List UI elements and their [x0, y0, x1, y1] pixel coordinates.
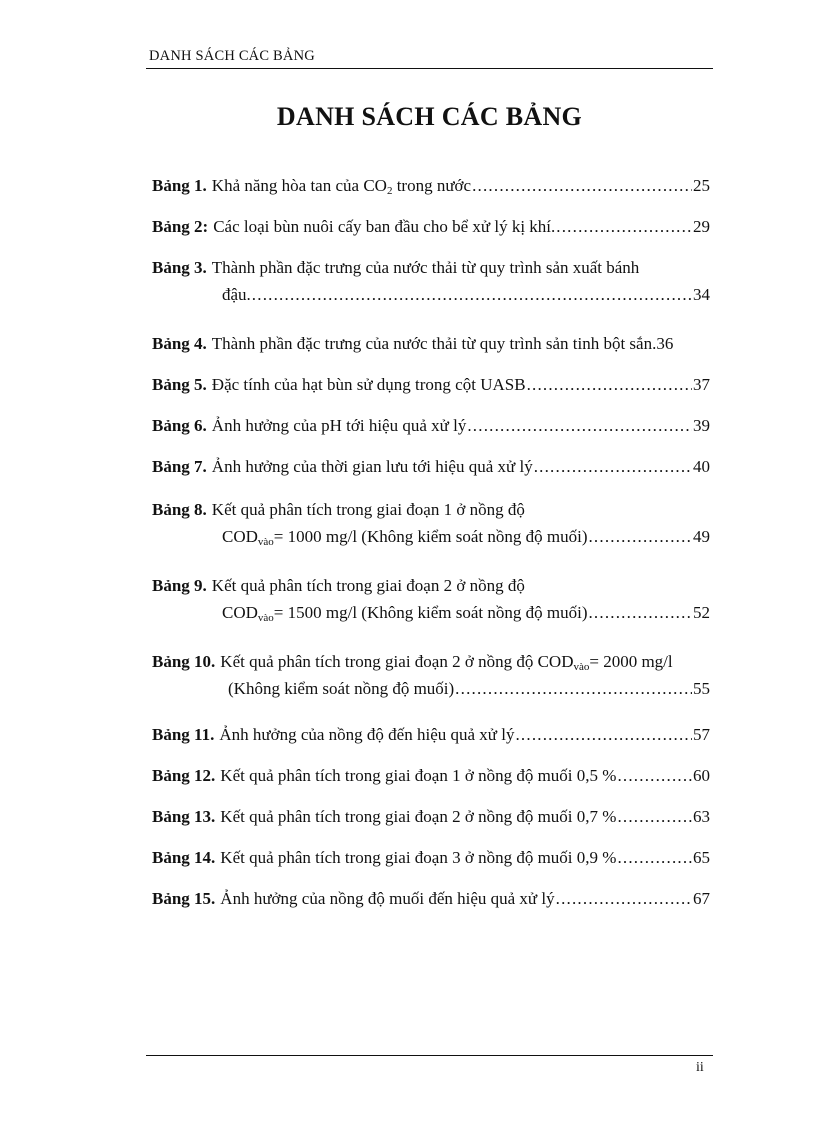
- dot-leader: [515, 721, 692, 748]
- entry-title: Kết quả phân tích trong giai đoạn 2 ở nồng độ $COD_{vào}= 2000$ mg/l: [220, 652, 673, 673]
- entry-title: Ảnh hưởng của thời gian lưu tới hiệu quả xử lý: [211, 457, 533, 476]
- toc-entry-15[interactable]: [152, 885, 710, 912]
- entry-title: Khả năng hòa tan của $CO_2$ trong nước: [211, 176, 472, 197]
- entry-title: Kết quả phân tích trong giai đoạn 2 ở nồng độ muối 0,7 %: [220, 807, 617, 826]
- dot-leader: [617, 762, 692, 789]
- entry-title: Ảnh hưởng của pH tới hiệu quả xử lý: [211, 416, 467, 435]
- entry-label: Bảng 13.: [152, 807, 216, 826]
- toc-entry-8[interactable]: [152, 496, 710, 550]
- running-header: DANH SÁCH CÁC BẢNG: [149, 48, 315, 64]
- footer-divider: [146, 1055, 713, 1056]
- toc-entry-2[interactable]: [152, 213, 710, 240]
- entry-page: 57: [693, 725, 710, 744]
- toc-entry-13[interactable]: [152, 803, 710, 830]
- dot-leader: [588, 523, 692, 550]
- entry-title: Thành phần đặc trưng của nước thải từ quy trình sản tinh bột sắn.: [211, 334, 657, 353]
- entry-page: 49: [693, 527, 710, 546]
- dot-leader: [617, 803, 692, 830]
- entry-label: Bảng 15.: [152, 889, 216, 908]
- dot-leader: [556, 885, 692, 912]
- toc-entry-9[interactable]: [152, 572, 710, 626]
- entry-label: Bảng 12.: [152, 766, 216, 785]
- entry-title: Kết quả phân tích trong giai đoạn 3 ở nồng độ muối 0,9 %: [220, 848, 617, 867]
- page-number: ii: [696, 1060, 704, 1075]
- dot-leader: [527, 371, 692, 398]
- entry-title: Kết quả phân tích trong giai đoạn 1 ở nồng độ muối 0,5 %: [220, 766, 617, 785]
- entry-label: Bảng 10.: [152, 652, 216, 671]
- toc-entry-1[interactable]: [152, 172, 710, 199]
- entry-page: 39: [693, 416, 710, 435]
- entry-label: Bảng 6.: [152, 416, 207, 435]
- dot-leader: [617, 844, 692, 871]
- entry-title: Các loại bùn nuôi cấy ban đầu cho bể xử lý kị khí.: [213, 217, 556, 236]
- toc-entry-14[interactable]: [152, 844, 710, 871]
- entry-title: Kết quả phân tích trong giai đoạn 2 ở nồng độ: [211, 576, 525, 595]
- toc-entry-4[interactable]: [152, 330, 710, 357]
- entry-page: 63: [693, 807, 710, 826]
- entry-page: 60: [693, 766, 710, 785]
- dot-leader: [556, 213, 692, 240]
- dot-leader: [472, 172, 692, 199]
- entry-title: Đặc tính của hạt bùn sử dụng trong cột UASB: [211, 375, 526, 394]
- entry-label: Bảng 2:: [152, 217, 209, 236]
- dot-leader: [467, 412, 692, 439]
- entry-title-continued: (Không kiểm soát nồng độ muối): [228, 679, 455, 698]
- entry-label: Bảng 9.: [152, 576, 207, 595]
- entry-page: 25: [693, 176, 710, 195]
- entry-label: Bảng 1.: [152, 176, 207, 195]
- entry-page: 36: [656, 334, 674, 353]
- entry-page: 65: [693, 848, 710, 867]
- dot-leader: [252, 281, 692, 308]
- toc-entry-5[interactable]: [152, 371, 710, 398]
- entry-title: Ảnh hưởng của nồng độ muối đến hiệu quả xử lý: [220, 889, 555, 908]
- dot-leader: [455, 675, 692, 702]
- toc-entry-3[interactable]: [152, 254, 710, 308]
- toc-entry-10[interactable]: [152, 648, 710, 702]
- entry-page: 29: [693, 217, 710, 236]
- toc-entry-11[interactable]: [152, 721, 710, 748]
- entry-label: Bảng 7.: [152, 457, 207, 476]
- page-title: DANH SÁCH CÁC BẢNG: [276, 102, 583, 131]
- header-divider: [146, 68, 713, 69]
- entry-page: 40: [693, 457, 710, 476]
- entry-label: Bảng 14.: [152, 848, 216, 867]
- entry-label: Bảng 11.: [152, 725, 215, 744]
- entry-page: 34: [693, 285, 710, 304]
- toc-entry-7[interactable]: [152, 453, 710, 480]
- entry-page: 52: [693, 603, 710, 622]
- entry-title: Thành phần đặc trưng của nước thải từ quy trình sản xuất bánh: [211, 258, 640, 277]
- dot-leader: [534, 453, 692, 480]
- toc-entry-12[interactable]: [152, 762, 710, 789]
- entry-title: Kết quả phân tích trong giai đoạn 1 ở nồng độ: [211, 500, 525, 519]
- entry-label: Bảng 5.: [152, 375, 207, 394]
- entry-title-continued: đậu.: [222, 285, 251, 304]
- entry-page: 67: [693, 889, 710, 908]
- entry-label: Bảng 4.: [152, 334, 207, 353]
- dot-leader: [588, 599, 692, 626]
- entry-label: Bảng 3.: [152, 258, 207, 277]
- entry-title-continued: $COD_{vào}= 1000$ mg/l (Không kiểm soát nồng độ muối): [222, 527, 588, 548]
- entry-title-continued: $COD_{vào}= 1500$ mg/l (Không kiểm soát nồng độ muối): [222, 603, 588, 624]
- toc-entry-6[interactable]: [152, 412, 710, 439]
- entry-page: 37: [693, 375, 710, 394]
- entry-title: Ảnh hưởng của nồng độ đến hiệu quả xử lý: [219, 725, 515, 744]
- entry-label: Bảng 8.: [152, 500, 207, 519]
- entry-page: 55: [693, 679, 710, 698]
